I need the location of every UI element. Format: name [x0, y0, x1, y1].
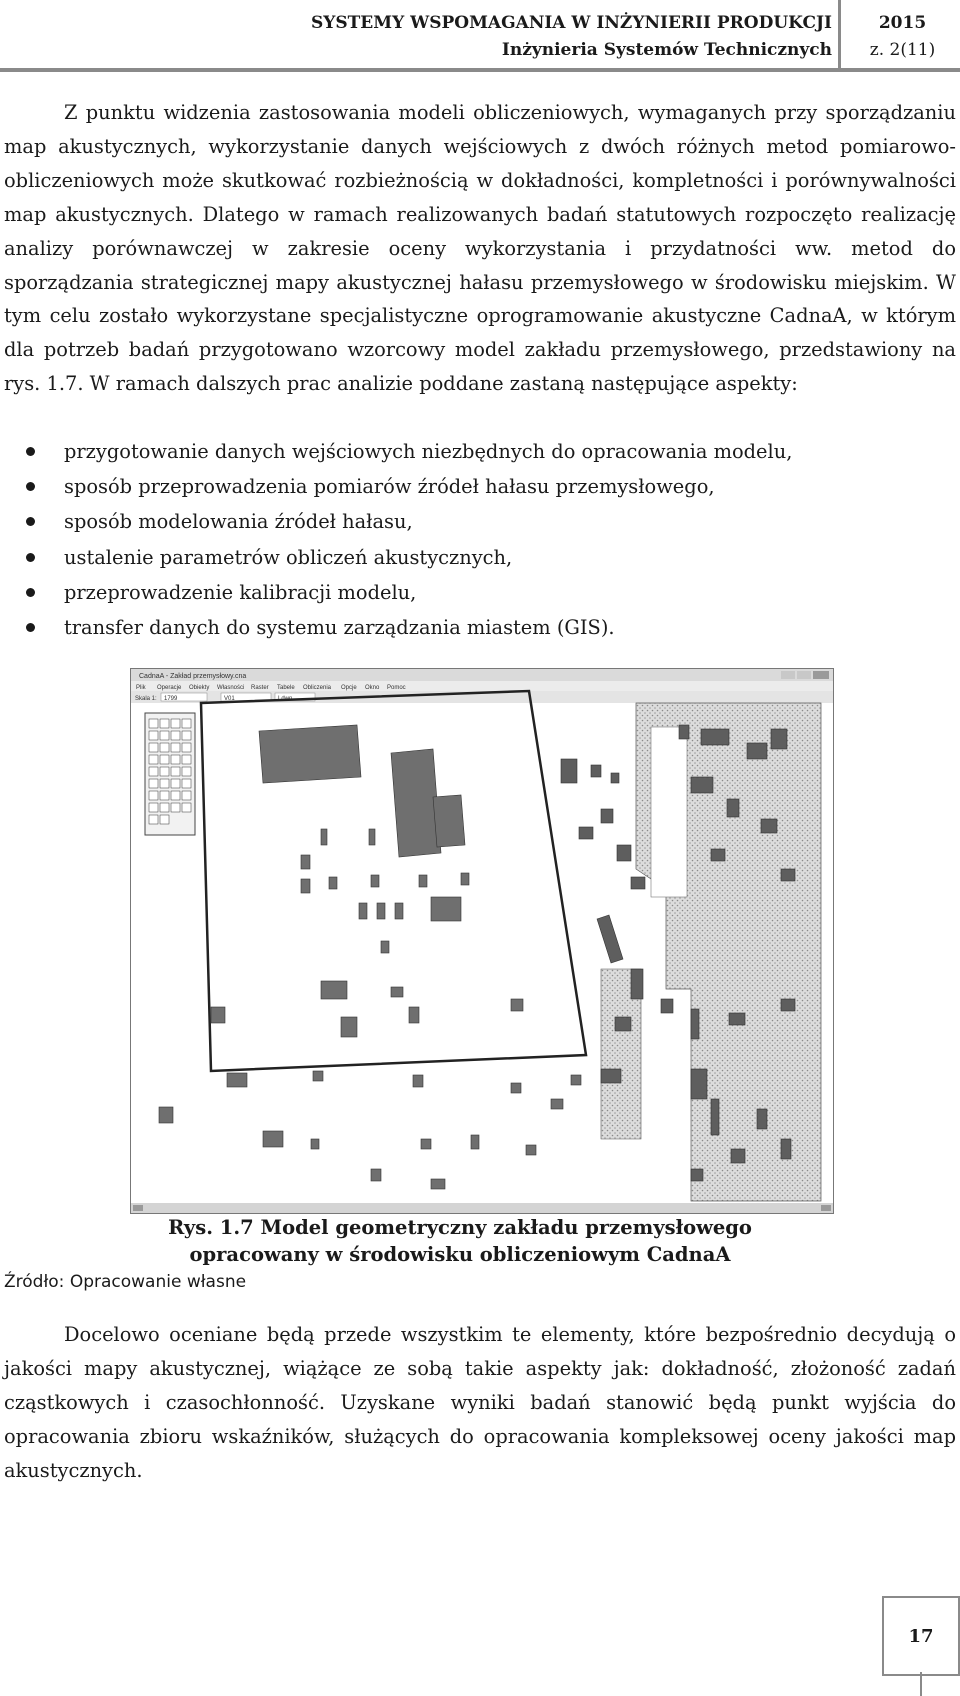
issue-number: z. 2(11)	[869, 40, 936, 60]
menu-item[interactable]: Tabele	[277, 685, 295, 691]
scroll-left-icon[interactable]	[133, 1205, 143, 1211]
list-item: przeprowadzenie kalibracji modelu,	[0, 575, 956, 610]
caption-line: Rys. 1.7 Model geometryczny zakładu przemysłowego	[168, 1216, 752, 1239]
menu-item[interactable]: Obiekty	[189, 685, 210, 691]
header-rule	[0, 68, 960, 72]
menu-item[interactable]: Plik	[136, 685, 146, 691]
aspects-list	[0, 434, 956, 645]
menu-item[interactable]: Własności	[217, 685, 245, 691]
bullet-icon	[26, 553, 35, 562]
header-divider	[838, 0, 841, 70]
horizontal-scrollbar[interactable]	[131, 1203, 833, 1213]
menu-item[interactable]: Raster	[251, 685, 269, 691]
list-item: ustalenie parametrów obliczeń akustycznych,	[0, 540, 956, 575]
paragraph-conclusion-text: Docelowo oceniane będą przede wszystkim te elementy, które bezpośrednio decydują o jakości mapy akustycznej, wiążące ze sobą takie aspekty jak: dokładność, złożoność zadań cząstkowych i czasochłonność. Uzyskane wyniki badań stanowić będą punkt wyjścia do opracowania zbioru wskaźników, służących do opracowania kompleksowej oceny jakości map akustycznych.	[4, 1323, 956, 1482]
figure-caption	[160, 1214, 760, 1268]
paragraph-intro	[4, 96, 956, 401]
paragraph-intro-text: Z punktu widzenia zastosowania modeli obliczeniowych, wymaganych przy sporządzaniu map akustycznych, wykorzystanie danych wejściowych z dwóch różnych metod pomiarowo-obliczeniowych może skutkować rozbieżnością w dokładności, kompletności i porównywalności map akustycznych. Dlatego w ramach realizowanych badań statutowych rozpoczęto realizację analizy porównawczej w zakresie oceny wykorzystania i przydatności ww. metod do sporządzania strategicznej mapy akustycznej hałasu przemysłowego w środowisku miejskim. W tym celu zostało wykorzystane specjalistyczne oprogramowanie akustyczne CadnaA, w którym dla potrzeb badań przygotowano wzorcowy model zakładu przemysłowego, przedstawiony na rys. 1.7. W ramach dalszych prac analizie poddane zastaną następujące aspekty:	[4, 101, 956, 396]
menu-item[interactable]: Opcje	[341, 685, 357, 691]
close-icon[interactable]	[813, 671, 829, 679]
bullet-icon	[26, 623, 35, 632]
window-title: CadnaA - Zakład przemysłowy.cna	[139, 673, 247, 680]
caption-line: opracowany w środowisku obliczeniowym CadnaA	[189, 1243, 731, 1266]
figure-source: Źródło: Opracowanie własne	[4, 1272, 247, 1292]
issue-block	[845, 10, 960, 64]
page-number: 17	[882, 1596, 960, 1676]
cadnaa-window	[131, 669, 833, 1213]
journal-subtitle: Inżynieria Systemów Technicznych	[501, 40, 832, 60]
scale-value: 1799	[164, 696, 178, 702]
list-item: sposób przeprowadzenia pomiarów źródeł hałasu przemysłowego,	[0, 469, 956, 504]
bullet-icon	[26, 588, 35, 597]
layer-value: V01	[224, 696, 235, 702]
minimize-icon[interactable]	[781, 671, 795, 679]
cadnaa-screenshot-figure	[130, 668, 834, 1214]
white-block	[651, 727, 687, 897]
scale-label: Skala 1:	[135, 696, 157, 702]
bullet-icon	[26, 447, 35, 456]
page-edge-line	[920, 1672, 922, 1696]
paragraph-conclusion	[4, 1318, 956, 1488]
menu-item[interactable]: Pomoc	[387, 685, 406, 691]
bullet-icon	[26, 482, 35, 491]
issue-year: 2015	[878, 13, 927, 33]
maximize-icon[interactable]	[797, 671, 811, 679]
running-header	[311, 10, 832, 64]
list-item: sposób modelowania źródeł hałasu,	[0, 504, 956, 539]
list-item: transfer danych do systemu zarządzania miastem (GIS).	[0, 610, 956, 645]
menu-item[interactable]: Operacje	[157, 685, 182, 691]
level-value: Ldwn	[278, 696, 293, 702]
bullet-icon	[26, 517, 35, 526]
menu-item[interactable]: Obliczenia	[303, 685, 332, 691]
list-item: przygotowanie danych wejściowych niezbędnych do opracowania modelu,	[0, 434, 956, 469]
menu-item[interactable]: Okno	[365, 685, 380, 691]
scroll-right-icon[interactable]	[821, 1205, 831, 1211]
journal-title: SYSTEMY WSPOMAGANIA W INŻYNIERII PRODUKCJI	[310, 13, 832, 33]
